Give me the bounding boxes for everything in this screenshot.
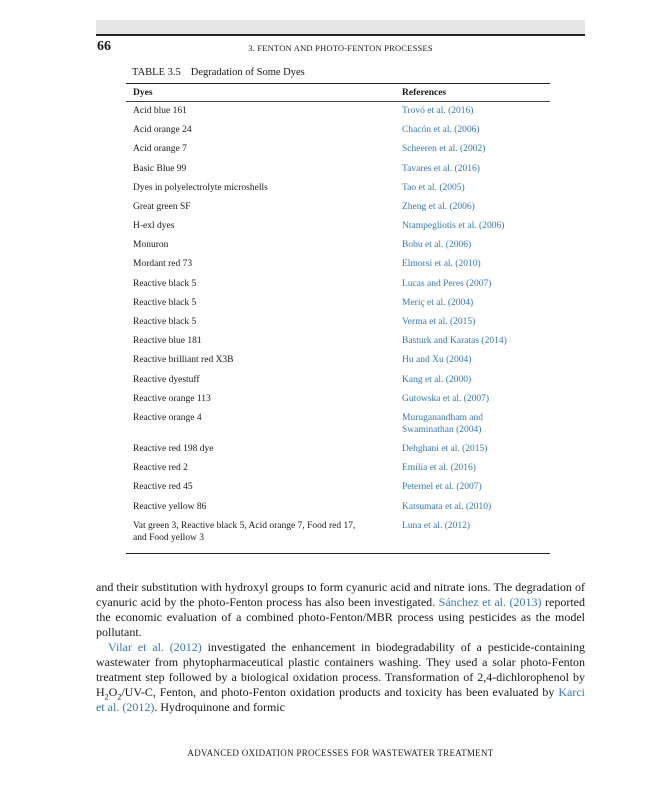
table-row [126, 258, 550, 277]
dye-cell: Acid orange 7 [133, 144, 187, 155]
dye-cell: Reactive dyestuff [133, 374, 200, 385]
page-number: 66 [97, 39, 111, 54]
table-header-row [126, 84, 550, 101]
dye-cell: Reactive orange 4 [133, 412, 202, 423]
reference-link[interactable]: Elmorsi et al. (2010) [402, 259, 481, 270]
table-body [126, 102, 550, 549]
reference-link[interactable] [396, 412, 550, 436]
reference-link[interactable]: Peternel et al. (2007) [402, 482, 482, 493]
table-row [126, 220, 550, 239]
citation-link[interactable]: Vilar et al. (2012) [108, 640, 202, 654]
reference-link[interactable]: Trovó et al. (2016) [402, 105, 474, 116]
reference-line: Muruganandham and [402, 412, 483, 423]
page-footer: ADVANCED OXIDATION PROCESSES FOR WASTEWATER TREATMENT [187, 748, 494, 758]
reference-link[interactable]: Gutowska et al. (2007) [402, 393, 490, 404]
dye-cell: Reactive black 5 [133, 297, 197, 308]
table-caption [132, 67, 305, 78]
text-run: . Hydroquinone and formic [154, 700, 285, 714]
text-run: investigated the enhancement in biodegradability of a pesticide-containing wastewater from phytopharmaceutical plastic containers washing. They used a solar photo-Fenton treatment step followed by a biological oxidation process. Transformation of 2,4-dichlorophenol by H [96, 640, 586, 699]
reference-link[interactable]: Emilia et al. (2016) [402, 463, 476, 474]
reference-link[interactable]: Lucas and Peres (2007) [402, 278, 492, 289]
dye-cell [126, 520, 396, 544]
dye-cell: Basic Blue 99 [133, 163, 187, 174]
reference-link[interactable]: Katsumata et al. (2010) [402, 501, 492, 512]
dye-cell: Reactive black 5 [133, 278, 197, 289]
reference-link[interactable]: Verma et al. (2015) [402, 317, 476, 328]
table-row [126, 105, 550, 124]
table-row [126, 481, 550, 500]
table-title: Degradation of Some Dyes [190, 67, 305, 78]
paragraph [96, 640, 585, 715]
table-row [126, 374, 550, 393]
table-row [126, 239, 550, 258]
running-head: 3. FENTON AND PHOTO-FENTON PROCESSES [248, 43, 433, 53]
table-row [126, 393, 550, 412]
table-row [126, 143, 550, 162]
table-row [126, 316, 550, 335]
body-text [96, 580, 585, 715]
table-row [126, 124, 550, 143]
table-label: TABLE 3.5 [132, 67, 181, 78]
dye-cell: Mordant red 73 [133, 259, 193, 270]
reference-link[interactable]: Basturk and Karatas (2014) [402, 336, 507, 347]
dye-cell: Reactive brilliant red X3B [133, 355, 234, 366]
reference-link[interactable]: Luna et al. (2012) [402, 520, 471, 531]
header-band [96, 20, 585, 34]
table-row [126, 462, 550, 481]
reference-link[interactable]: Hu and Xu (2004) [402, 355, 472, 366]
subscript: 2 [104, 692, 109, 702]
dye-cell: Dyes in polyelectrolyte microshells [133, 182, 268, 193]
reference-link[interactable]: Tao et al. (2005) [402, 182, 465, 193]
text-run: and their substitution with hydroxyl groups to form cyanuric acid and nitrate ions. The degradation of cyanuric acid by the photo-Fenton process has also been investigated. [96, 580, 585, 609]
dye-cell: Reactive red 45 [133, 482, 193, 493]
table-row [126, 182, 550, 201]
dye-cell: Reactive red 2 [133, 463, 188, 474]
dye-cell: Reactive red 198 dye [133, 443, 214, 454]
reference-line: Swaminathan (2004) [402, 424, 482, 435]
text-run: /UV-C, Fenton, and photo-Fenton oxidation products and toxicity has been evaluated by [121, 685, 559, 699]
table-row [126, 297, 550, 316]
column-header-dyes: Dyes [133, 87, 153, 98]
dye-cell: H-exl dyes [133, 221, 175, 232]
dyes-table [126, 83, 550, 554]
dye-cell: Monuron [133, 240, 169, 251]
reference-link[interactable]: Tavares et al. (2016) [402, 163, 480, 174]
table-row [126, 201, 550, 220]
table-row [126, 354, 550, 373]
paragraph [96, 580, 585, 640]
reference-link[interactable]: Scheeren et al. (2002) [402, 144, 486, 155]
citation-link[interactable]: Sánchez et al. (2013) [438, 595, 542, 609]
dye-cell: Great green SF [133, 201, 191, 212]
table-row [126, 335, 550, 354]
reference-link[interactable]: Bobu et al. (2006) [402, 240, 472, 251]
reference-link[interactable]: Chacón et al. (2006) [402, 125, 480, 136]
subscript: 2 [117, 692, 122, 702]
column-header-references: References [402, 87, 447, 98]
dye-cell: Acid blue 161 [133, 105, 187, 116]
table-row [126, 520, 550, 549]
dye-cell: Reactive orange 113 [133, 393, 211, 404]
dye-line: Vat green 3, Reactive black 5, Acid orange 7, Food red 17, [133, 520, 356, 531]
table-row [126, 163, 550, 182]
dye-line: and Food yellow 3 [133, 532, 204, 543]
reference-link[interactable]: Kang et al. (2000) [402, 374, 472, 385]
table-row [126, 412, 550, 443]
table-bottom-rule [126, 553, 550, 554]
text-run: O [108, 685, 118, 699]
table-row [126, 501, 550, 520]
dye-cell: Acid orange 24 [133, 125, 192, 136]
citation-link[interactable]: Karci et al. (2012) [96, 685, 585, 714]
reference-link[interactable]: Dehghani et al. (2015) [402, 443, 488, 454]
table-row [126, 278, 550, 297]
dye-cell: Reactive yellow 86 [133, 501, 207, 512]
reference-link[interactable]: Ntampegliotis et al. (2006) [402, 221, 505, 232]
table-row [126, 443, 550, 462]
text-run: reported the economic evaluation of a combined photo-Fenton/MBR process using pesticides as the model pollutant. [96, 595, 585, 639]
dye-cell: Reactive blue 181 [133, 336, 202, 347]
header-rule [96, 34, 585, 36]
dye-cell: Reactive black 5 [133, 317, 197, 328]
reference-link[interactable]: Zheng et al. (2006) [402, 201, 475, 212]
reference-link[interactable]: Meriç et al. (2004) [402, 297, 474, 308]
